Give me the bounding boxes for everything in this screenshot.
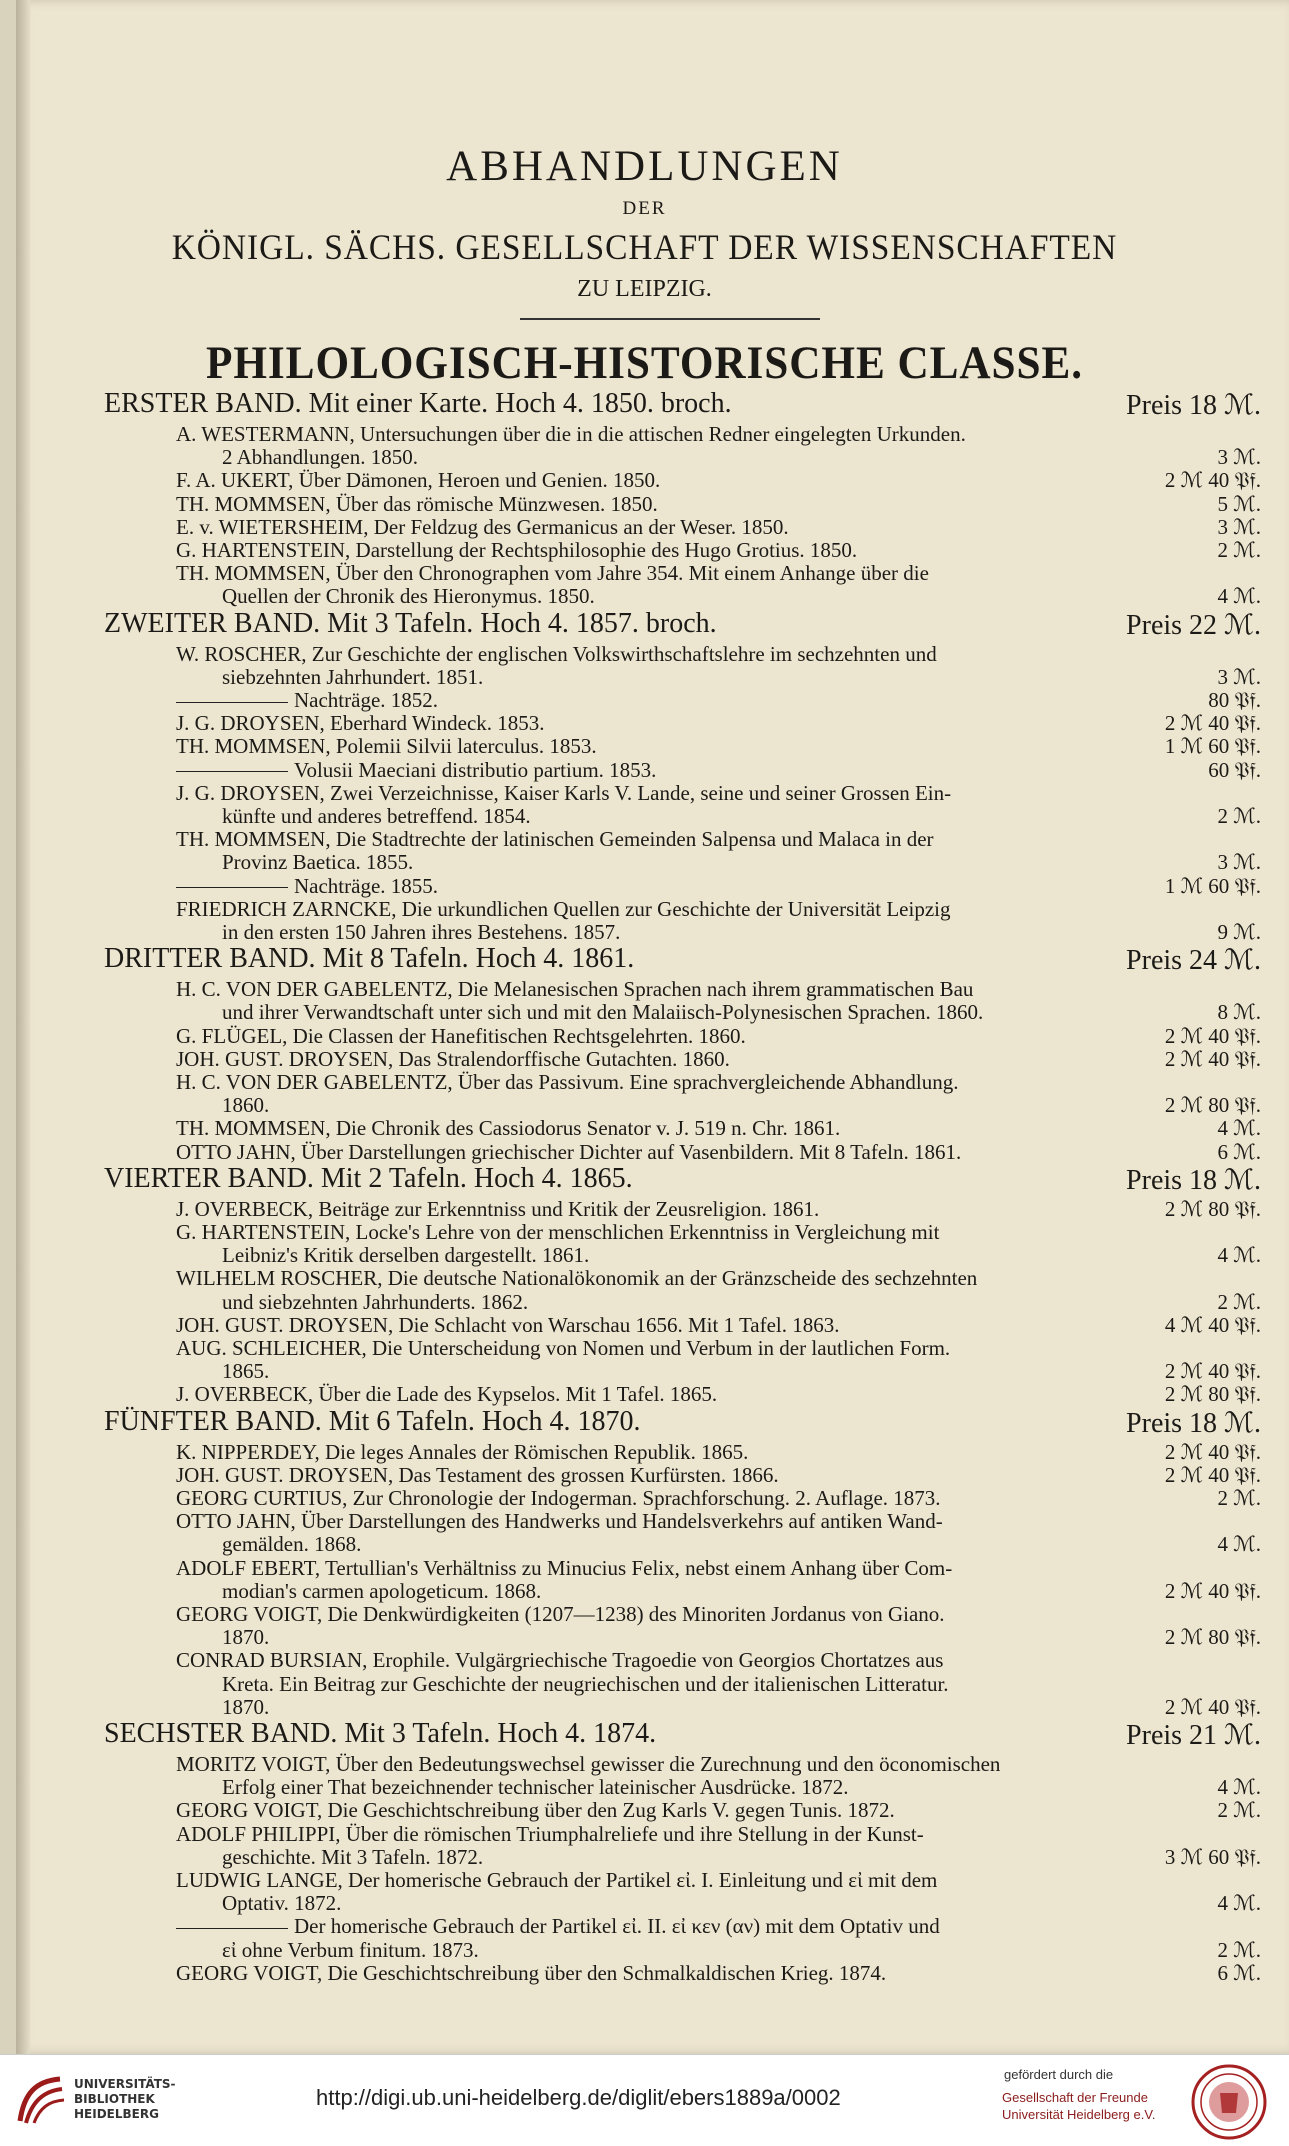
entry-price: 2 ℳ 40 𝔓𝔣. [1164, 1359, 1261, 1384]
entry-text [176, 1798, 1111, 1823]
entry-text-content: MORITZ VOIGT, Über den Bedeutungswechsel gewisser die Zurechnung und den öconomischen [176, 1752, 1001, 1776]
band-title: VIERTER BAND. Mit 2 Tafeln. Hoch 4. 1865. [104, 1162, 633, 1194]
entry-text-content: G. FLÜGEL, Die Classen der Hanefitischen Rechtsgelehrten. 1860. [176, 1023, 746, 1048]
page-url[interactable]: http://digi.ub.uni-heidelberg.de/diglit/ebers1889a/0002 [316, 2085, 841, 2110]
entry-text-content: GEORG VOIGT, Die Geschichtschreibung über den Zug Karls V. gegen Tunis. 1872. [176, 1798, 895, 1823]
main-title: ABHANDLUNGEN [446, 143, 843, 190]
band-price: Preis 18 ℳ. [1126, 1407, 1261, 1439]
entry-text-content: J. G. DROYSEN, Zwei Verzeichnisse, Kaiser Karls V. Lande, seine und seiner Grossen Ein- [176, 780, 952, 805]
entry-price: 1 ℳ 60 𝔓𝔣. [1164, 873, 1261, 898]
entry-text-content: G. HARTENSTEIN, Locke's Lehre von der menschlichen Erkenntniss in Vergleichung mit [176, 1220, 940, 1244]
entry-text [176, 897, 1261, 922]
entry-text-content: in den ersten 150 Jahren ihres Bestehens. 1857. [222, 920, 621, 944]
entry-text-content: K. NIPPERDEY, Die leges Annales der Römischen Republik. 1865. [176, 1439, 749, 1464]
entry-text [176, 1648, 1261, 1673]
entry-text-content: Der homerische Gebrauch der Partikel εἰ. II. εἰ κεν (αν) mit dem Optativ und [294, 1914, 940, 1939]
band-heading [104, 1163, 1261, 1197]
entry-price: 1 ℳ 60 𝔓𝔣. [1164, 734, 1261, 759]
entry-price: 2 ℳ. [1217, 1486, 1261, 1510]
entry-text [222, 1532, 1111, 1557]
entry-line [176, 827, 1261, 853]
entry-price: 2 ℳ 80 𝔓𝔣. [1164, 1093, 1261, 1118]
entry-text-content: FRIEDRICH ZARNCKE, Die urkundlichen Quellen zur Geschichte der Universität Leipzig [176, 896, 951, 921]
entry-text [176, 1024, 1111, 1049]
entry-text-content: und siebzehnten Jahrhunderts. 1862. [222, 1289, 529, 1314]
entry-price: 4 ℳ. [1217, 584, 1261, 609]
entry-text [222, 850, 1111, 875]
entry-text [222, 1625, 1111, 1650]
entry-text-content: 2 Abhandlungen. 1850. [222, 445, 418, 470]
entry-text-content: Nachträge. 1852. [294, 688, 439, 712]
band-title: SECHSTER BAND. Mit 3 Tafeln. Hoch 4. 1874. [104, 1718, 657, 1749]
entry-text-content: GEORG VOIGT, Die Geschichtschreibung über den Schmalkaldischen Krieg. 1874. [176, 1960, 887, 1985]
entry-price: 2 ℳ. [1217, 1937, 1261, 1962]
entry-line [176, 1266, 1261, 1292]
band-title: DRITTER BAND. Mit 8 Tafeln. Hoch 4. 1861. [104, 943, 635, 975]
entry-text [176, 1440, 1111, 1465]
entry-price: 2 ℳ 80 𝔓𝔣. [1164, 1382, 1261, 1407]
entry-text [176, 977, 1261, 1002]
entry-price: 2 ℳ 80 𝔓𝔣. [1164, 1625, 1261, 1650]
entry-line [176, 515, 1261, 541]
entry-text-content: ADOLF EBERT, Tertullian's Verhältniss zu Minucius Felix, nebst einem Anhang über Com- [176, 1555, 953, 1580]
entry-line [176, 468, 1261, 494]
entry-text [176, 468, 1111, 493]
entry-price: 4 ℳ 40 𝔓𝔣. [1164, 1312, 1261, 1337]
entry-line [222, 1845, 1261, 1871]
entry-text-content: Kreta. Ein Beitrag zur Geschichte der neugriechischen und der italienischen Litteratur. [222, 1671, 949, 1696]
entry-text [176, 1197, 1111, 1222]
entry-line [176, 1440, 1261, 1466]
entry-price: 2 ℳ 40 𝔓𝔣. [1164, 1462, 1261, 1487]
entry-line [176, 781, 1261, 807]
band-price: Preis 18 ℳ. [1126, 390, 1261, 421]
entry-text [176, 538, 1111, 563]
sponsor-name[interactable]: Gesellschaft der Freunde Universität Heidelberg e.V. [1002, 2090, 1156, 2122]
entry-line [176, 492, 1261, 518]
entry-text-content: Quellen der Chronik des Hieronymus. 1850. [222, 584, 595, 609]
entry-price: 6 ℳ. [1217, 1960, 1261, 1985]
entry-line [176, 1486, 1261, 1512]
entry-line [176, 734, 1261, 760]
entry-text [176, 515, 1111, 540]
entry-line [176, 1961, 1261, 1987]
entry-text-content: J. OVERBECK, Beiträge zur Erkenntniss und Kritik der Zeusreligion. 1861. [176, 1196, 820, 1221]
entry-text-content: modian's carmen apologeticum. 1868. [222, 1578, 542, 1603]
entry-line [176, 1070, 1261, 1096]
band-price: Preis 21 ℳ. [1126, 1720, 1261, 1751]
band-title: ERSTER BAND. Mit einer Karte. Hoch 4. 1850. broch. [104, 388, 732, 419]
entry-text [176, 1116, 1111, 1141]
entry-line [176, 1024, 1261, 1050]
entry-price: 2 ℳ 40 𝔓𝔣. [1164, 711, 1261, 736]
entry-text-content: TH. MOMMSEN, Die Chronik des Cassiodorus Senator v. J. 519 n. Chr. 1861. [176, 1116, 841, 1141]
entry-line [222, 1093, 1261, 1119]
class-title: PHILOLOGISCH-HISTORISCHE CLASSE. [206, 337, 1083, 389]
entry-line [176, 1220, 1261, 1246]
entry-text-content: Nachträge. 1855. [294, 873, 439, 898]
entry-text-content: Volusii Maeciani distributio partium. 1853. [294, 757, 657, 782]
band-price: Preis 22 ℳ. [1126, 609, 1261, 641]
entry-text [176, 1047, 1111, 1072]
band-price: Preis 18 ℳ. [1126, 1164, 1261, 1196]
entry-text-content: 1870. [222, 1694, 270, 1719]
entry-price: 2 ℳ 40 𝔓𝔣. [1164, 1046, 1261, 1071]
entry-line [176, 1648, 1261, 1674]
entry-line [176, 1047, 1261, 1073]
entry-text-content: CONRAD BURSIAN, Erophile. Vulgärgriechische Tragoedie von Georgios Chortatzes aus [176, 1648, 944, 1673]
entry-text [176, 1602, 1261, 1627]
entry-line [222, 1938, 1261, 1964]
entry-price: 3 ℳ. [1217, 664, 1261, 689]
entry-price: 60 𝔓𝔣. [1208, 757, 1261, 782]
entry-line [222, 920, 1261, 946]
entry-text [222, 1672, 1261, 1697]
library-logo-icon [14, 2073, 68, 2127]
entry-line [176, 1914, 1261, 1940]
entry-text-content: JOH. GUST. DROYSEN, Das Stralendorffische Gutachten. 1860. [176, 1046, 730, 1071]
entry-text [222, 1290, 1111, 1315]
entry-line [176, 1313, 1261, 1339]
entry-price: 4 ℳ. [1217, 1775, 1261, 1800]
entry-line [222, 1243, 1261, 1269]
entry-line [176, 1602, 1261, 1628]
entry-text-content: εἰ ohne Verbum finitum. 1873. [222, 1937, 479, 1962]
entry-price: 2 ℳ 40 𝔓𝔣. [1164, 1023, 1261, 1048]
entry-text [176, 781, 1261, 806]
entry-text [222, 920, 1111, 945]
entry-text-content: geschichte. Mit 3 Tafeln. 1872. [222, 1844, 484, 1869]
title-der: DER [622, 198, 667, 219]
entry-line [222, 1775, 1261, 1801]
entry-line [176, 561, 1261, 587]
entry-text [176, 688, 1111, 713]
entry-line [176, 897, 1261, 923]
ditto-dash [176, 702, 288, 703]
entry-line [176, 1868, 1261, 1894]
entry-line [176, 688, 1261, 714]
entry-line [176, 1509, 1261, 1535]
entry-price: 80 𝔓𝔣. [1208, 688, 1261, 712]
band-heading [104, 1718, 1261, 1752]
entry-text-content: JOH. GUST. DROYSEN, Das Testament des grossen Kurfürsten. 1866. [176, 1462, 779, 1487]
entry-text-content: G. HARTENSTEIN, Darstellung der Rechtsphilosophie des Hugo Grotius. 1850. [176, 538, 858, 562]
entry-line [176, 711, 1261, 737]
entry-line [222, 850, 1261, 876]
entry-text [176, 827, 1261, 852]
entry-text [176, 1140, 1111, 1165]
entry-line [222, 665, 1261, 691]
entry-line [222, 1672, 1261, 1698]
entry-text [222, 1938, 1111, 1963]
entry-text [176, 1914, 1261, 1939]
entry-text-content: Provinz Baetica. 1855. [222, 850, 414, 875]
entry-text [176, 642, 1261, 667]
entry-line [222, 1290, 1261, 1316]
entry-text-content: H. C. VON DER GABELENTZ, Die Melanesischen Sprachen nach ihrem grammatischen Bau [176, 977, 974, 1002]
entry-line [176, 874, 1261, 900]
entry-price: 3 ℳ. [1217, 514, 1261, 539]
band-heading [104, 943, 1261, 977]
entry-text-content: und ihrer Verwandtschaft unter sich und mit den Malaiisch-Polynesischen Sprachen. 1860. [222, 1000, 984, 1025]
entry-text-content: LUDWIG LANGE, Der homerische Gebrauch der Partikel εἰ. I. Einleitung und εἰ mit dem [176, 1868, 938, 1892]
entry-text [176, 1556, 1261, 1581]
entry-text-content: siebzehnten Jahrhundert. 1851. [222, 664, 484, 689]
entry-text [222, 445, 1111, 470]
entry-text [222, 1845, 1111, 1870]
entry-text [222, 1359, 1111, 1384]
entry-line [176, 1382, 1261, 1408]
entry-price: 3 ℳ. [1217, 850, 1261, 875]
entry-text [222, 804, 1111, 829]
entry-text [222, 1000, 1111, 1025]
entry-line [176, 1197, 1261, 1223]
university-seal-icon [1190, 2063, 1268, 2141]
entry-text [176, 758, 1111, 783]
entry-price: 4 ℳ. [1217, 1116, 1261, 1141]
entry-text-content: W. ROSCHER, Zur Geschichte der englischen Volkswirthschaftslehre im sechzehnten und [176, 641, 937, 666]
entry-text [176, 492, 1111, 517]
entry-text [176, 1070, 1261, 1095]
entry-text-content: Optativ. 1872. [222, 1891, 342, 1916]
band-price: Preis 24 ℳ. [1126, 945, 1261, 977]
entry-text [222, 1775, 1111, 1800]
entry-price: 6 ℳ. [1217, 1139, 1261, 1164]
entry-line [176, 1556, 1261, 1582]
entry-text-content: GEORG VOIGT, Die Denkwürdigkeiten (1207—1238) des Minoriten Jordanus von Giano. [176, 1602, 945, 1626]
entry-text [176, 1822, 1261, 1847]
entry-line [222, 1532, 1261, 1558]
entry-text [222, 1891, 1111, 1916]
entry-text [176, 711, 1111, 736]
entry-price: 4 ℳ. [1217, 1532, 1261, 1557]
entry-text [222, 1695, 1111, 1720]
entry-price: 2 ℳ 40 𝔓𝔣. [1164, 1694, 1261, 1719]
entry-text-content: J. G. DROYSEN, Eberhard Windeck. 1853. [176, 711, 545, 736]
entry-line [176, 422, 1261, 448]
band-title: FÜNFTER BAND. Mit 6 Tafeln. Hoch 4. 1870. [104, 1405, 641, 1437]
entry-text-content: TH. MOMMSEN, Über das römische Münzwesen. 1850. [176, 491, 658, 516]
entry-line [222, 1891, 1261, 1917]
entry-price: 2 ℳ. [1217, 804, 1261, 828]
entry-line [176, 642, 1261, 668]
entry-text-content: ADOLF PHILIPPI, Über die römischen Triumphalreliefe und ihre Stellung in der Kunst- [176, 1821, 924, 1846]
entry-price: 2 ℳ. [1217, 1289, 1261, 1314]
entry-text-content: 1870. [222, 1625, 270, 1650]
entry-text [176, 1868, 1261, 1893]
entry-line [176, 1752, 1261, 1778]
entry-text-content: WILHELM ROSCHER, Die deutsche Nationalökonomik an der Gränzscheide des sechzehnten [176, 1266, 978, 1291]
entry-text-content: Erfolg einer That bezeichnender technischer lateinischer Ausdrücke. 1872. [222, 1775, 849, 1800]
entry-line [176, 1336, 1261, 1362]
entry-text-content: gemälden. 1868. [222, 1532, 362, 1557]
entry-text [176, 1336, 1261, 1361]
entry-text-content: AUG. SCHLEICHER, Die Unterscheidung von Nomen und Verbum in der lautlichen Form. [176, 1336, 951, 1360]
entry-text [176, 1509, 1261, 1534]
entry-text [176, 1486, 1111, 1511]
entry-text [222, 1093, 1111, 1118]
entry-price: 4 ℳ. [1217, 1891, 1261, 1916]
entry-line [176, 1140, 1261, 1166]
entry-line [176, 1798, 1261, 1824]
entry-text [176, 1313, 1111, 1338]
entry-text-content: E. v. WIETERSHEIM, Der Feldzug des Germanicus an der Weser. 1850. [176, 514, 789, 539]
entry-price: 3 ℳ. [1217, 445, 1261, 470]
entry-price: 2 ℳ 40 𝔓𝔣. [1164, 1439, 1261, 1464]
entry-text-content: F. A. UKERT, Über Dämonen, Heroen und Genien. 1850. [176, 468, 661, 493]
entry-price: 2 ℳ 40 𝔓𝔣. [1164, 468, 1261, 493]
entry-text-content: A. WESTERMANN, Untersuchungen über die in die attischen Redner eingelegten Urkunden. [176, 422, 966, 446]
society-title: KÖNIGL. SÄCHS. GESELLSCHAFT DER WISSENSCHAFTEN [171, 227, 1118, 267]
entry-text [222, 584, 1111, 609]
entry-text-content: TH. MOMMSEN, Die Stadtrechte der latinischen Gemeinden Salpensa und Malaca in der [176, 827, 934, 852]
entry-line [176, 538, 1261, 564]
entry-text-content: J. OVERBECK, Über die Lade des Kypselos. Mit 1 Tafel. 1865. [176, 1382, 718, 1407]
entry-text [222, 665, 1111, 690]
entry-text [176, 1752, 1261, 1777]
entry-price: 2 ℳ. [1217, 538, 1261, 562]
entry-line [222, 1579, 1261, 1605]
entry-text [176, 874, 1111, 899]
ditto-dash [176, 887, 288, 888]
entry-price: 5 ℳ. [1217, 491, 1261, 516]
entry-price: 8 ℳ. [1217, 1000, 1261, 1025]
entry-price: 3 ℳ 60 𝔓𝔣. [1164, 1844, 1261, 1869]
entry-text-content: 1865. [222, 1359, 270, 1384]
ditto-dash [176, 771, 288, 772]
entry-line [222, 584, 1261, 610]
entry-text [176, 1961, 1111, 1986]
entry-text-content: künfte und anderes betreffend. 1854. [222, 804, 531, 828]
entry-text [176, 1463, 1111, 1488]
ditto-dash [176, 1928, 288, 1929]
city-title: ZU LEIPZIG. [577, 276, 712, 302]
footer-bar [0, 2054, 1289, 2146]
entry-price: 9 ℳ. [1217, 920, 1261, 944]
entry-text [176, 1266, 1261, 1291]
band-heading [104, 608, 1261, 642]
entry-text-content: OTTO JAHN, Über Darstellungen griechischer Dichter auf Vasenbildern. Mit 8 Tafeln. 1861. [176, 1139, 962, 1164]
entry-text-content: TH. MOMMSEN, Über den Chronographen vom Jahre 354. Mit einem Anhange über die [176, 561, 929, 586]
entry-line [176, 977, 1261, 1003]
title-rule [520, 318, 820, 320]
entry-line [176, 1116, 1261, 1142]
entry-text [222, 1243, 1111, 1268]
band-heading [104, 1406, 1261, 1440]
band-heading [104, 388, 1261, 422]
entry-line [176, 1822, 1261, 1848]
entry-text [176, 1382, 1111, 1407]
band-title: ZWEITER BAND. Mit 3 Tafeln. Hoch 4. 1857. broch. [104, 607, 717, 639]
entry-line [176, 1463, 1261, 1489]
entry-text [176, 1220, 1261, 1245]
entry-line [222, 1695, 1261, 1721]
entry-price: 2 ℳ 40 𝔓𝔣. [1164, 1578, 1261, 1603]
entry-text-content: JOH. GUST. DROYSEN, Die Schlacht von Warschau 1656. Mit 1 Tafel. 1863. [176, 1312, 840, 1337]
entry-text [176, 734, 1111, 759]
entry-text-content: GEORG CURTIUS, Zur Chronologie der Indogerman. Sprachforschung. 2. Auflage. 1873. [176, 1486, 941, 1510]
entry-text-content: H. C. VON DER GABELENTZ, Über das Passivum. Eine sprachvergleichende Abhandlung. [176, 1070, 959, 1094]
library-name: UNIVERSITÄTS- BIBLIOTHEK HEIDELBERG [74, 2077, 176, 2121]
entry-line [222, 1359, 1261, 1385]
entry-line [222, 1625, 1261, 1651]
entry-line [222, 804, 1261, 830]
entry-price: 4 ℳ. [1217, 1243, 1261, 1268]
entry-text-content: TH. MOMMSEN, Polemii Silvii laterculus. 1853. [176, 734, 597, 759]
entry-price: 2 ℳ. [1217, 1798, 1261, 1823]
sponsor-label: gefördert durch die [1004, 2067, 1114, 2082]
entry-text [176, 561, 1261, 586]
entry-text [222, 1579, 1111, 1604]
entry-text-content: OTTO JAHN, Über Darstellungen des Handwerks und Handelsverkehrs auf antiken Wand- [176, 1509, 943, 1534]
entry-line [222, 1000, 1261, 1026]
entry-text-content: Leibniz's Kritik derselben dargestellt. 1861. [222, 1243, 590, 1268]
entry-line [176, 758, 1261, 784]
entry-price: 2 ℳ 80 𝔓𝔣. [1164, 1196, 1261, 1221]
entry-line [222, 445, 1261, 471]
entry-text [176, 422, 1261, 447]
entry-text-content: 1860. [222, 1093, 270, 1118]
